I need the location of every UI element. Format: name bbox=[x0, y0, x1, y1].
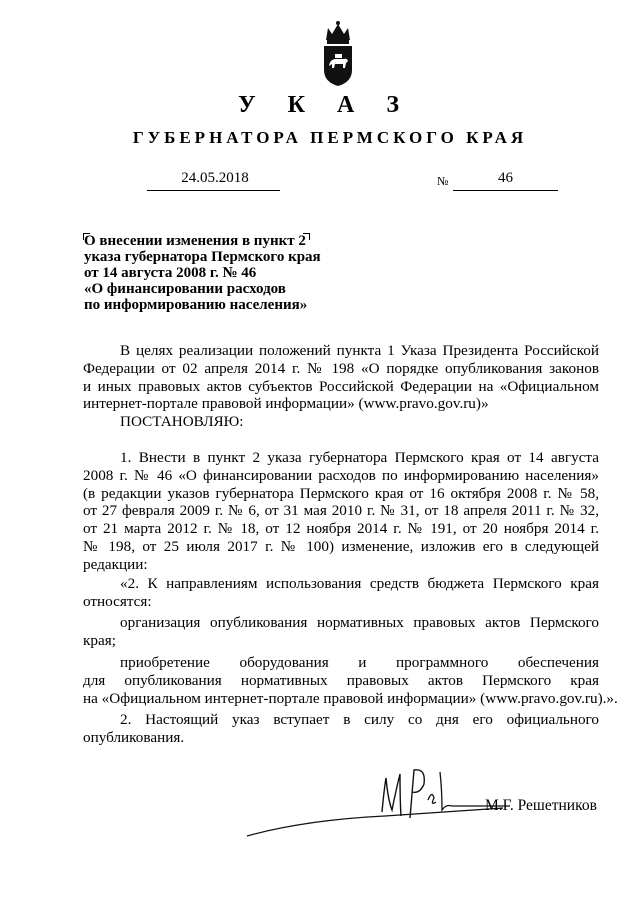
document-title: У К А З bbox=[237, 92, 412, 118]
text-line: редакции: bbox=[83, 555, 148, 573]
text-line: «2. К направлениям использования средств бюджета Пермского края bbox=[120, 575, 599, 592]
text-line: В целях реализации положений пункта 1 Указа Президента Российской bbox=[120, 342, 599, 359]
text-line: приобретение оборудования и программного обеспечения bbox=[120, 654, 599, 671]
number-underline bbox=[453, 190, 558, 191]
text-line: на «Официальном интернет-портале правовой информации» (www.pravo.gov.ru).». bbox=[83, 689, 618, 707]
quote-paragraph-2 bbox=[83, 614, 599, 650]
preamble-paragraph bbox=[83, 342, 599, 431]
text-line: относятся: bbox=[83, 592, 152, 610]
item-1-paragraph bbox=[83, 449, 599, 574]
text-line: (в редакции указов губернатора Пермского края от 16 октября 2008 г. № 58, bbox=[83, 484, 599, 502]
document-date: 24.05.2018 bbox=[181, 170, 249, 186]
text-line: и иных правовых актов субъектов Российской Федерации на «Официальном bbox=[83, 377, 599, 395]
subject-line: «О финансировании расходов bbox=[84, 281, 286, 297]
text-line: 2. Настоящий указ вступает в силу со дня его официального bbox=[120, 711, 599, 728]
text-line: от 21 марта 2012 г. № 18, от 12 ноября 2014 г. № 191, от 20 ноября 2014 г. bbox=[83, 520, 599, 538]
document-subject bbox=[84, 233, 324, 313]
quote-paragraph-3 bbox=[83, 654, 618, 707]
subject-line: указа губернатора Пермского края bbox=[84, 249, 321, 265]
text-line: № 198, от 25 июля 2017 г. № 100) изменение, изложив его в следующей bbox=[83, 537, 599, 555]
item-2-paragraph bbox=[83, 711, 599, 747]
text-line: 2008 г. № 46 «О финансировании расходов по информированию населения» bbox=[83, 466, 599, 484]
text-line: Федерации от 02 апреля 2014 г. № 198 «О порядке опубликования законов bbox=[83, 359, 599, 377]
text-line: интернет-портале правовой информации» (www.pravo.gov.ru)» bbox=[83, 395, 489, 413]
issuer-title: ГУБЕРНАТОРА ПЕРМСКОГО КРАЯ bbox=[132, 128, 528, 147]
text-line: опубликования. bbox=[83, 728, 185, 746]
signature-underline bbox=[245, 800, 505, 840]
quote-paragraph-1 bbox=[83, 575, 599, 611]
number-sign: № bbox=[437, 174, 449, 188]
text-line: от 27 февраля 2009 г. № 6, от 31 мая 2010 г. № 31, от 18 апреля 2011 г. № 32, bbox=[83, 502, 599, 520]
text-line: организация опубликования нормативных правовых актов Пермского bbox=[120, 614, 599, 631]
document-number: 46 bbox=[498, 170, 513, 186]
date-underline bbox=[147, 190, 280, 191]
subject-line: по информированию населения» bbox=[84, 297, 308, 313]
text-line: для опубликования нормативных правовых актов Пермского края bbox=[83, 671, 599, 689]
decree-word: ПОСТАНОВЛЯЮ: bbox=[120, 413, 244, 431]
coat-of-arms-icon bbox=[318, 18, 358, 88]
text-line: 1. Внести в пункт 2 указа губернатора Пермского края от 14 августа bbox=[120, 449, 599, 466]
subject-line: О внесении изменения в пункт 2 bbox=[84, 233, 306, 249]
signer-name: М.Г. Решетников bbox=[485, 797, 597, 814]
text-line: края; bbox=[83, 631, 116, 649]
subject-line: от 14 августа 2008 г. № 46 bbox=[84, 265, 257, 281]
